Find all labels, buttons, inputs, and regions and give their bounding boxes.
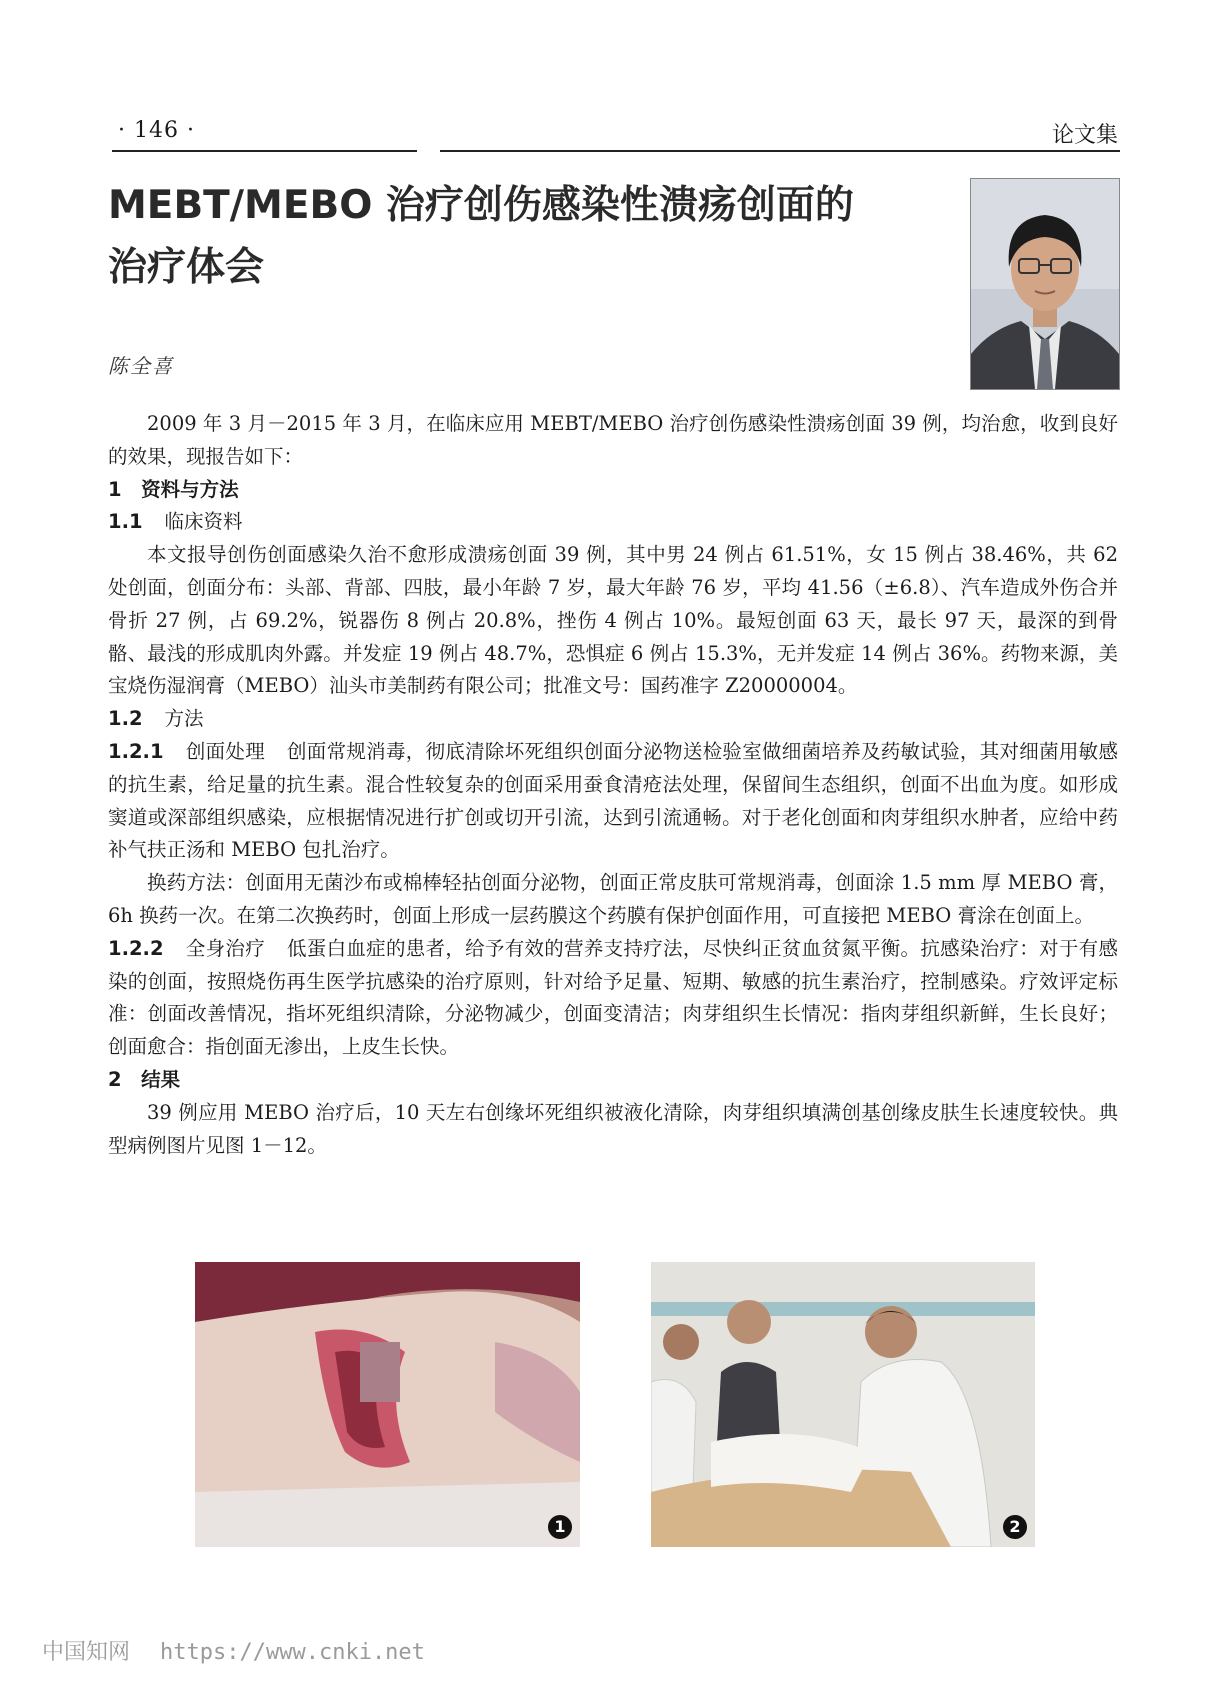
- figure-2-photo: [651, 1262, 1035, 1547]
- title-line-2: 治疗体会: [108, 245, 265, 290]
- figure-1-number: 1: [548, 1515, 572, 1539]
- section-2-paragraph: 39 例应用 MEBO 治疗后，10 天左右创缘坏死组织被液化清除，肉芽组织填满创基创缘皮肤生长速度较快。典型病例图片见图 1－12。: [108, 1100, 1118, 1157]
- section-1-2-heading: [108, 703, 1118, 736]
- section-1-1-label: 临床资料: [164, 510, 243, 534]
- section-1-2-1-paragraph: [108, 736, 1118, 867]
- section-2-heading: 2 结果: [108, 1067, 181, 1091]
- article-body: [108, 408, 1118, 1162]
- page-number: · 146 ·: [118, 118, 195, 143]
- header-rule-right: [440, 150, 1120, 152]
- section-1-2-2-number: 1.2.2: [108, 936, 164, 960]
- watermark-url[interactable]: https://www.cnki.net: [160, 1640, 425, 1665]
- section-1-2-1-number: 1.2.1: [108, 739, 164, 763]
- section-1-1-heading: [108, 506, 1118, 539]
- section-1-1-paragraph: 本文报导创伤创面感染久治不愈形成溃疡创面 39 例，其中男 24 例占 61.51%，女 15 例占 38.46%，共 62 处创面，创面分布：头部、背部、四肢，最小年龄 7 岁，最大年龄 76 岁，平均 41.56（±6.8）、汽车造成外伤合并骨折 27 例，占 69.2%，锐器伤 8 例占 20.8%，挫伤 4 例占 10%。最短创面 63 天，最长 97 天，最深的到骨骼、最浅的形成肌肉外露。并发症 19 例占 48.7%，恐惧症 6 例占 15.3%，无并发症 14 例占 36%。药物来源，美宝烧伤湿润膏（MEBO）汕头市美制药有限公司；批准文号：国药准字 Z20000004。: [108, 543, 1118, 698]
- section-1-heading: 1 资料与方法: [108, 477, 239, 501]
- section-1-2-label: 方法: [164, 707, 204, 731]
- author-name: 陈全喜: [108, 354, 174, 378]
- intro-paragraph: 2009 年 3 月－2015 年 3 月，在临床应用 MEBT/MEBO 治疗创伤感染性溃疡创面 39 例，均治愈，收到良好的效果，现报告如下：: [108, 412, 1118, 468]
- section-1-2-2-label: 全身治疗: [185, 936, 265, 960]
- figure-1: [195, 1262, 580, 1547]
- header-rule-left: [112, 150, 417, 152]
- section-1-2-2-text: 低蛋白血症的患者，给予有效的营养支持疗法，尽快纠正贫血贫氮平衡。抗感染治疗：对于有感染的创面，按照烧伤再生医学抗感染的治疗原则，针对给予足量、短期、敏感的抗生素治疗，控制感染。疗效评定标准：创面改善情况，指坏死组织清除，分泌物减少，创面变清洁；肉芽组织生长情况：指肉芽组织新鲜，生长良好；创面愈合：指创面无渗出，上皮生长快。: [108, 936, 1118, 1059]
- section-1-2-number: 1.2: [108, 707, 143, 731]
- dressing-method-paragraph: 换药方法：创面用无菌沙布或棉棒轻拈创面分泌物，创面正常皮肤可常规消毒，创面涂 1.5 mm 厚 MEBO 膏，6h 换药一次。在第二次换药时，创面上形成一层药膜这个药膜有保护创面作用，可直接把 MEBO 膏涂在创面上。: [108, 871, 1118, 927]
- portrait-illustration: [971, 179, 1119, 389]
- title-line-1: MEBT/MEBO 治疗创伤感染性溃疡创面的: [108, 183, 854, 228]
- journal-name: 论文集: [1051, 123, 1118, 148]
- author-portrait: [970, 178, 1120, 390]
- section-1-2-2-paragraph: [108, 933, 1118, 1064]
- figure-1-photo: [195, 1262, 580, 1547]
- article-title: [108, 175, 978, 299]
- figure-2-number: 2: [1003, 1515, 1027, 1539]
- section-1-1-number: 1.1: [108, 510, 143, 534]
- section-1-2-1-label: 创面处理: [185, 739, 265, 763]
- watermark-site-name: 中国知网: [42, 1640, 131, 1665]
- figure-2: [651, 1262, 1035, 1547]
- cnki-watermark: [42, 1635, 425, 1666]
- section-1-2-1-text: 创面常规消毒，彻底清除坏死组织创面分泌物送检验室做细菌培养及药敏试验，其对细菌用敏感的抗生素，给足量的抗生素。混合性较复杂的创面采用蚕食清疮法处理，保留间生态组织，创面不出血为度。如形成窦道或深部组织感染，应根据情况进行扩创或切开引流，达到引流通畅。对于老化创面和肉芽组织水肿者，应给中药补气扶正汤和 MEBO 包扎治疗。: [108, 739, 1118, 862]
